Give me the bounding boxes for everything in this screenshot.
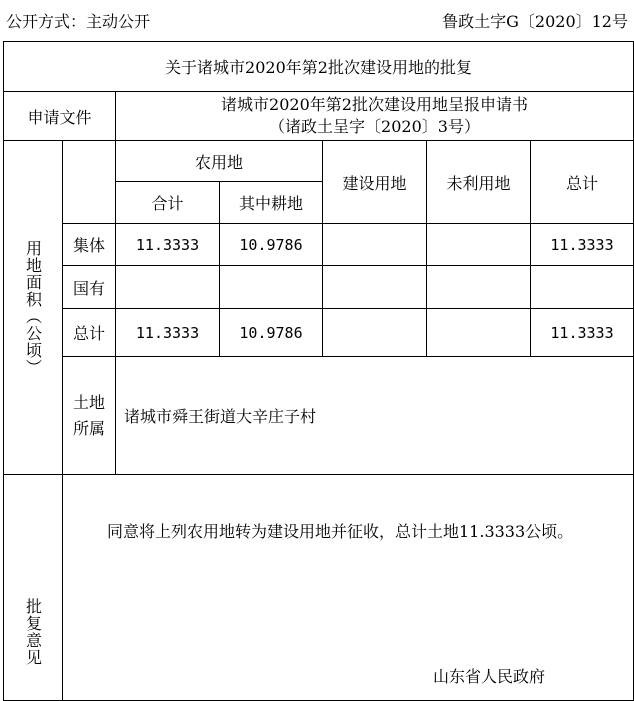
ownership-label-cell [63, 357, 116, 475]
header-agricultural: 农用地 [116, 141, 323, 182]
document-title: 关于诸城市2020年第2批次建设用地的批复 [4, 42, 634, 92]
cell-total [531, 266, 634, 309]
cell-farmland: 10.9786 [220, 309, 323, 357]
cell-unused [427, 224, 531, 266]
header-total: 总计 [531, 141, 634, 224]
header-unused: 未利用地 [427, 141, 531, 224]
approval-text: 同意将上列农用地转为建设用地并征收，总计土地11.3333公顷。 [107, 522, 574, 541]
cell-total: 11.3333 [531, 309, 634, 357]
row-label-collective: 集体 [63, 224, 116, 266]
cell-construction [323, 266, 427, 309]
table-row [4, 224, 634, 266]
document-number: 鲁政土字G〔2020〕12号 [442, 12, 628, 31]
application-label: 申请文件 [4, 92, 116, 141]
header-agri-subtotal: 合计 [116, 182, 220, 224]
issuing-authority: 山东省人民政府 [433, 667, 546, 686]
row-label-total: 总计 [63, 309, 116, 357]
cell-unused [427, 266, 531, 309]
cell-agri-total [116, 266, 220, 309]
land-area-label-cell [4, 141, 63, 475]
cell-agri-total: 11.3333 [116, 224, 220, 266]
cell-farmland [220, 266, 323, 309]
header-construction: 建设用地 [323, 141, 427, 224]
application-file-number: （诸政土呈字〔2020〕3号） [269, 117, 480, 136]
approval-table [3, 41, 634, 701]
disclosure-method: 公开方式：主动公开 [6, 12, 151, 31]
approval-label: 批复意见 [23, 598, 43, 666]
cell-construction [323, 224, 427, 266]
ownership-value: 诸城市舜王街道大辛庄子村 [116, 357, 634, 475]
cell-construction [323, 309, 427, 357]
row-label-state: 国有 [63, 266, 116, 309]
table-row [4, 266, 634, 309]
cell-unused [427, 309, 531, 357]
application-file-title: 诸城市2020年第2批次建设用地呈报申请书 [221, 95, 528, 114]
cell-farmland: 10.9786 [220, 224, 323, 266]
land-area-label: 用地面积（公顷） [23, 239, 43, 376]
approval-opinion [63, 475, 634, 701]
cell-agri-total: 11.3333 [116, 309, 220, 357]
header-farmland: 其中耕地 [220, 182, 323, 224]
application-file [116, 92, 634, 141]
cell-total: 11.3333 [531, 224, 634, 266]
table-row [4, 309, 634, 357]
ownership-label: 土地所属 [72, 392, 105, 438]
approval-label-cell [4, 475, 63, 701]
